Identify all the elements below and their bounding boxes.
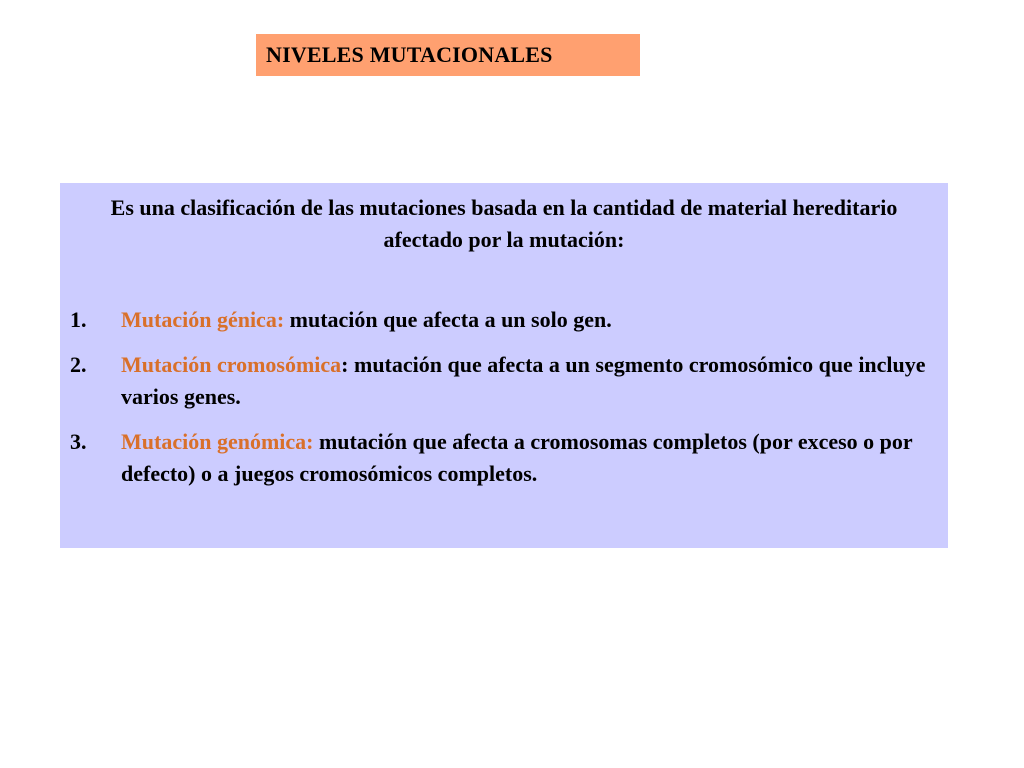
mutation-levels-list: [70, 304, 928, 490]
level-term: Mutación genómica:: [121, 429, 314, 454]
list-item-text: [121, 304, 928, 336]
level-term: Mutación cromosómica: [121, 352, 342, 377]
list-item-genomic-mutation: [70, 426, 928, 490]
slide-title: NIVELES MUTACIONALES: [266, 42, 553, 67]
list-item-text: [121, 349, 928, 413]
list-item-text: [121, 426, 928, 490]
level-term: Mutación génica:: [121, 307, 285, 332]
list-item-number: 2.: [70, 352, 87, 377]
list-item-chromosomal-mutation: [70, 349, 928, 413]
level-definition: mutación que afecta a cromosomas completos (por exceso o por defecto) o a juegos cromosómicos completos.: [121, 429, 913, 486]
list-item-number: 1.: [70, 307, 87, 332]
level-definition: : mutación que afecta a un segmento cromosómico que incluye varios genes.: [121, 352, 926, 409]
level-definition: mutación que afecta a un solo gen.: [284, 307, 612, 332]
definition-panel: [60, 183, 948, 548]
slide-title-box: [256, 34, 640, 76]
intro-paragraph: Es una clasificación de las mutaciones basada en la cantidad de material hereditario afectado por la mutación:: [110, 195, 898, 252]
list-item-number: 3.: [70, 429, 87, 454]
list-item-gene-mutation: [70, 304, 928, 336]
